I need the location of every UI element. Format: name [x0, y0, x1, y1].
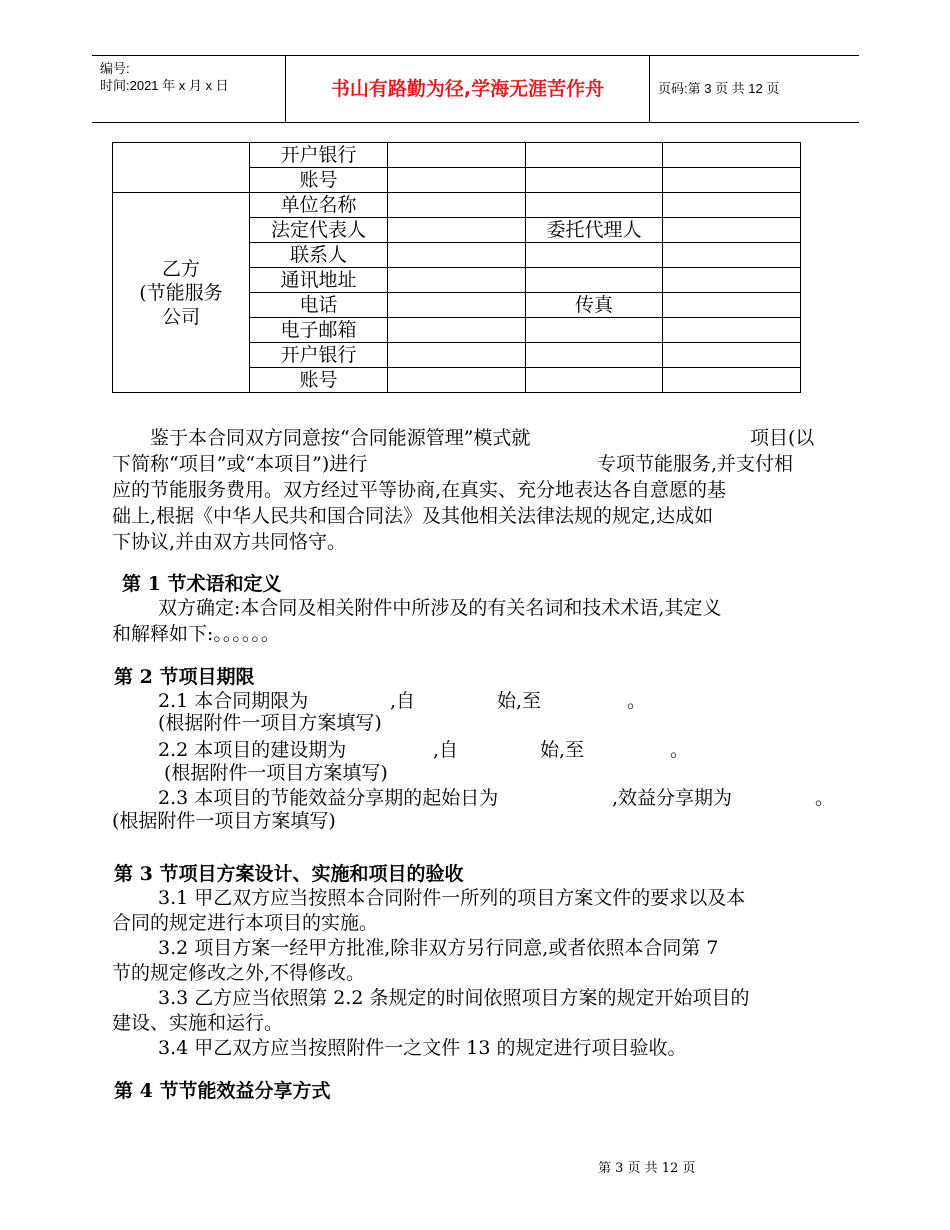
party-b-label: 公司 — [161, 305, 200, 328]
row-label: 联系人 — [250, 243, 388, 268]
section-title: 第 3 节项目方案设计、实施和项目的验收 — [114, 863, 464, 885]
value-cell — [388, 368, 526, 393]
row-label: 开户银行 — [250, 343, 388, 368]
value-cell — [526, 193, 663, 218]
value-cell — [526, 318, 663, 343]
clause-text: 2.3 本项目的节能效益分享期的起始日为 — [158, 787, 499, 809]
row-label: 账号 — [250, 168, 388, 193]
intro-line: 下协议,并由双方共同恪守。 — [112, 531, 347, 553]
clause-text: 。 — [627, 690, 647, 712]
value-cell — [526, 143, 663, 168]
clause-text: ,自 — [433, 739, 459, 761]
party-b-cell — [113, 193, 250, 393]
value-cell — [663, 143, 801, 168]
clause-text: 2.1 本合同期限为 — [158, 690, 309, 712]
clause-note: (根据附件一项目方案填写) — [112, 810, 336, 832]
row-label: 电子邮箱 — [250, 318, 388, 343]
clause-text: 3.3 乙方应当依照第 2.2 条规定的时间依照项目方案的规定开始项目的 — [158, 987, 750, 1009]
section-line: 双方确定:本合同及相关附件中所涉及的有关名词和技术术语,其定义 — [158, 597, 722, 619]
clause-text: ,自 — [390, 690, 416, 712]
intro-line: 项目(以 — [750, 427, 815, 449]
value-cell — [526, 168, 663, 193]
value-cell — [388, 343, 526, 368]
row-label: 通讯地址 — [250, 268, 388, 293]
header-page-info: 页码:第 3 页 共 12 页 — [658, 81, 780, 96]
section-title: 第 4 节节能效益分享方式 — [114, 1080, 331, 1102]
value-cell — [526, 343, 663, 368]
value-cell — [388, 218, 526, 243]
clause-text: 3.2 项目方案一经甲方批准,除非双方另行同意,或者依照本合同第 7 — [158, 937, 719, 959]
clause-text: 节的规定修改之外,不得修改。 — [112, 962, 366, 984]
value-cell — [663, 368, 801, 393]
value-cell — [388, 268, 526, 293]
clause-text: 。 — [670, 739, 690, 761]
section-line: 和解释如下:。。。。。。 — [112, 623, 280, 645]
value-cell — [388, 243, 526, 268]
clause-text: ,效益分享期为 — [612, 787, 733, 809]
value-cell — [663, 318, 801, 343]
row-label: 电话 — [250, 293, 388, 318]
clause-text: 3.1 甲乙双方应当按照本合同附件一所列的项目方案文件的要求以及本 — [158, 887, 746, 909]
row-label: 单位名称 — [250, 193, 388, 218]
value-cell — [388, 193, 526, 218]
table-row — [113, 193, 939, 218]
clause-text: 3.4 甲乙双方应当按照附件一之文件 13 的规定进行项目验收。 — [158, 1037, 687, 1059]
header-time-label: 时间:2021 年 x 月 x 日 — [100, 78, 229, 93]
clause-text: 合同的规定进行本项目的实施。 — [112, 912, 379, 934]
party-b-label: (节能服务 — [139, 281, 223, 304]
intro-line: 础上,根据《中华人民共和国合同法》及其他相关法律法规的规定,达成如 — [112, 505, 714, 527]
intro-line: 下简称“项目”或“本项目”)进行 — [112, 453, 368, 475]
row-label: 开户银行 — [250, 143, 388, 168]
value-cell — [663, 293, 801, 318]
row-label: 账号 — [250, 368, 388, 393]
value-cell — [388, 143, 526, 168]
clause-note: (根据附件一项目方案填写) — [164, 762, 388, 784]
party-info-table — [112, 142, 939, 393]
value-cell — [663, 193, 801, 218]
clause-text: 。 — [815, 787, 835, 809]
value-cell — [526, 243, 663, 268]
proxy-label: 委托代理人 — [526, 218, 663, 243]
value-cell — [388, 318, 526, 343]
table-row — [113, 143, 939, 168]
value-cell — [663, 243, 801, 268]
header-meta — [92, 56, 285, 122]
page-footer: 第 3 页 共 12 页 — [598, 1161, 696, 1176]
value-cell — [663, 168, 801, 193]
row-label: 法定代表人 — [250, 218, 388, 243]
section-title: 第 1 节术语和定义 — [122, 573, 282, 595]
header-number-label: 编号: — [100, 61, 130, 76]
page-header — [92, 55, 859, 123]
header-motto: 书山有路勤为径,学海无涯苦作舟 — [285, 56, 650, 122]
value-cell — [663, 218, 801, 243]
intro-line: 应的节能服务费用。双方经过平等协商,在真实、充分地表达各自意愿的基 — [112, 479, 727, 501]
fax-label: 传真 — [526, 293, 663, 318]
value-cell — [663, 343, 801, 368]
value-cell — [526, 268, 663, 293]
clause-text: 建设、实施和运行。 — [112, 1012, 284, 1034]
intro-line: 专项节能服务,并支付相 — [597, 453, 794, 475]
clause-text: 2.2 本项目的建设期为 — [158, 739, 347, 761]
clause-note: (根据附件一项目方案填写) — [158, 712, 382, 734]
clause-text: 始,至 — [540, 739, 585, 761]
party-b-label: 乙方 — [161, 257, 200, 280]
clause-text: 始,至 — [497, 690, 542, 712]
value-cell — [526, 368, 663, 393]
section-title: 第 2 节项目期限 — [114, 666, 255, 688]
intro-line: 鉴于本合同双方同意按“合同能源管理”模式就 — [150, 427, 531, 449]
party-a-cell — [113, 143, 250, 193]
value-cell — [388, 168, 526, 193]
value-cell — [663, 268, 801, 293]
value-cell — [388, 293, 526, 318]
